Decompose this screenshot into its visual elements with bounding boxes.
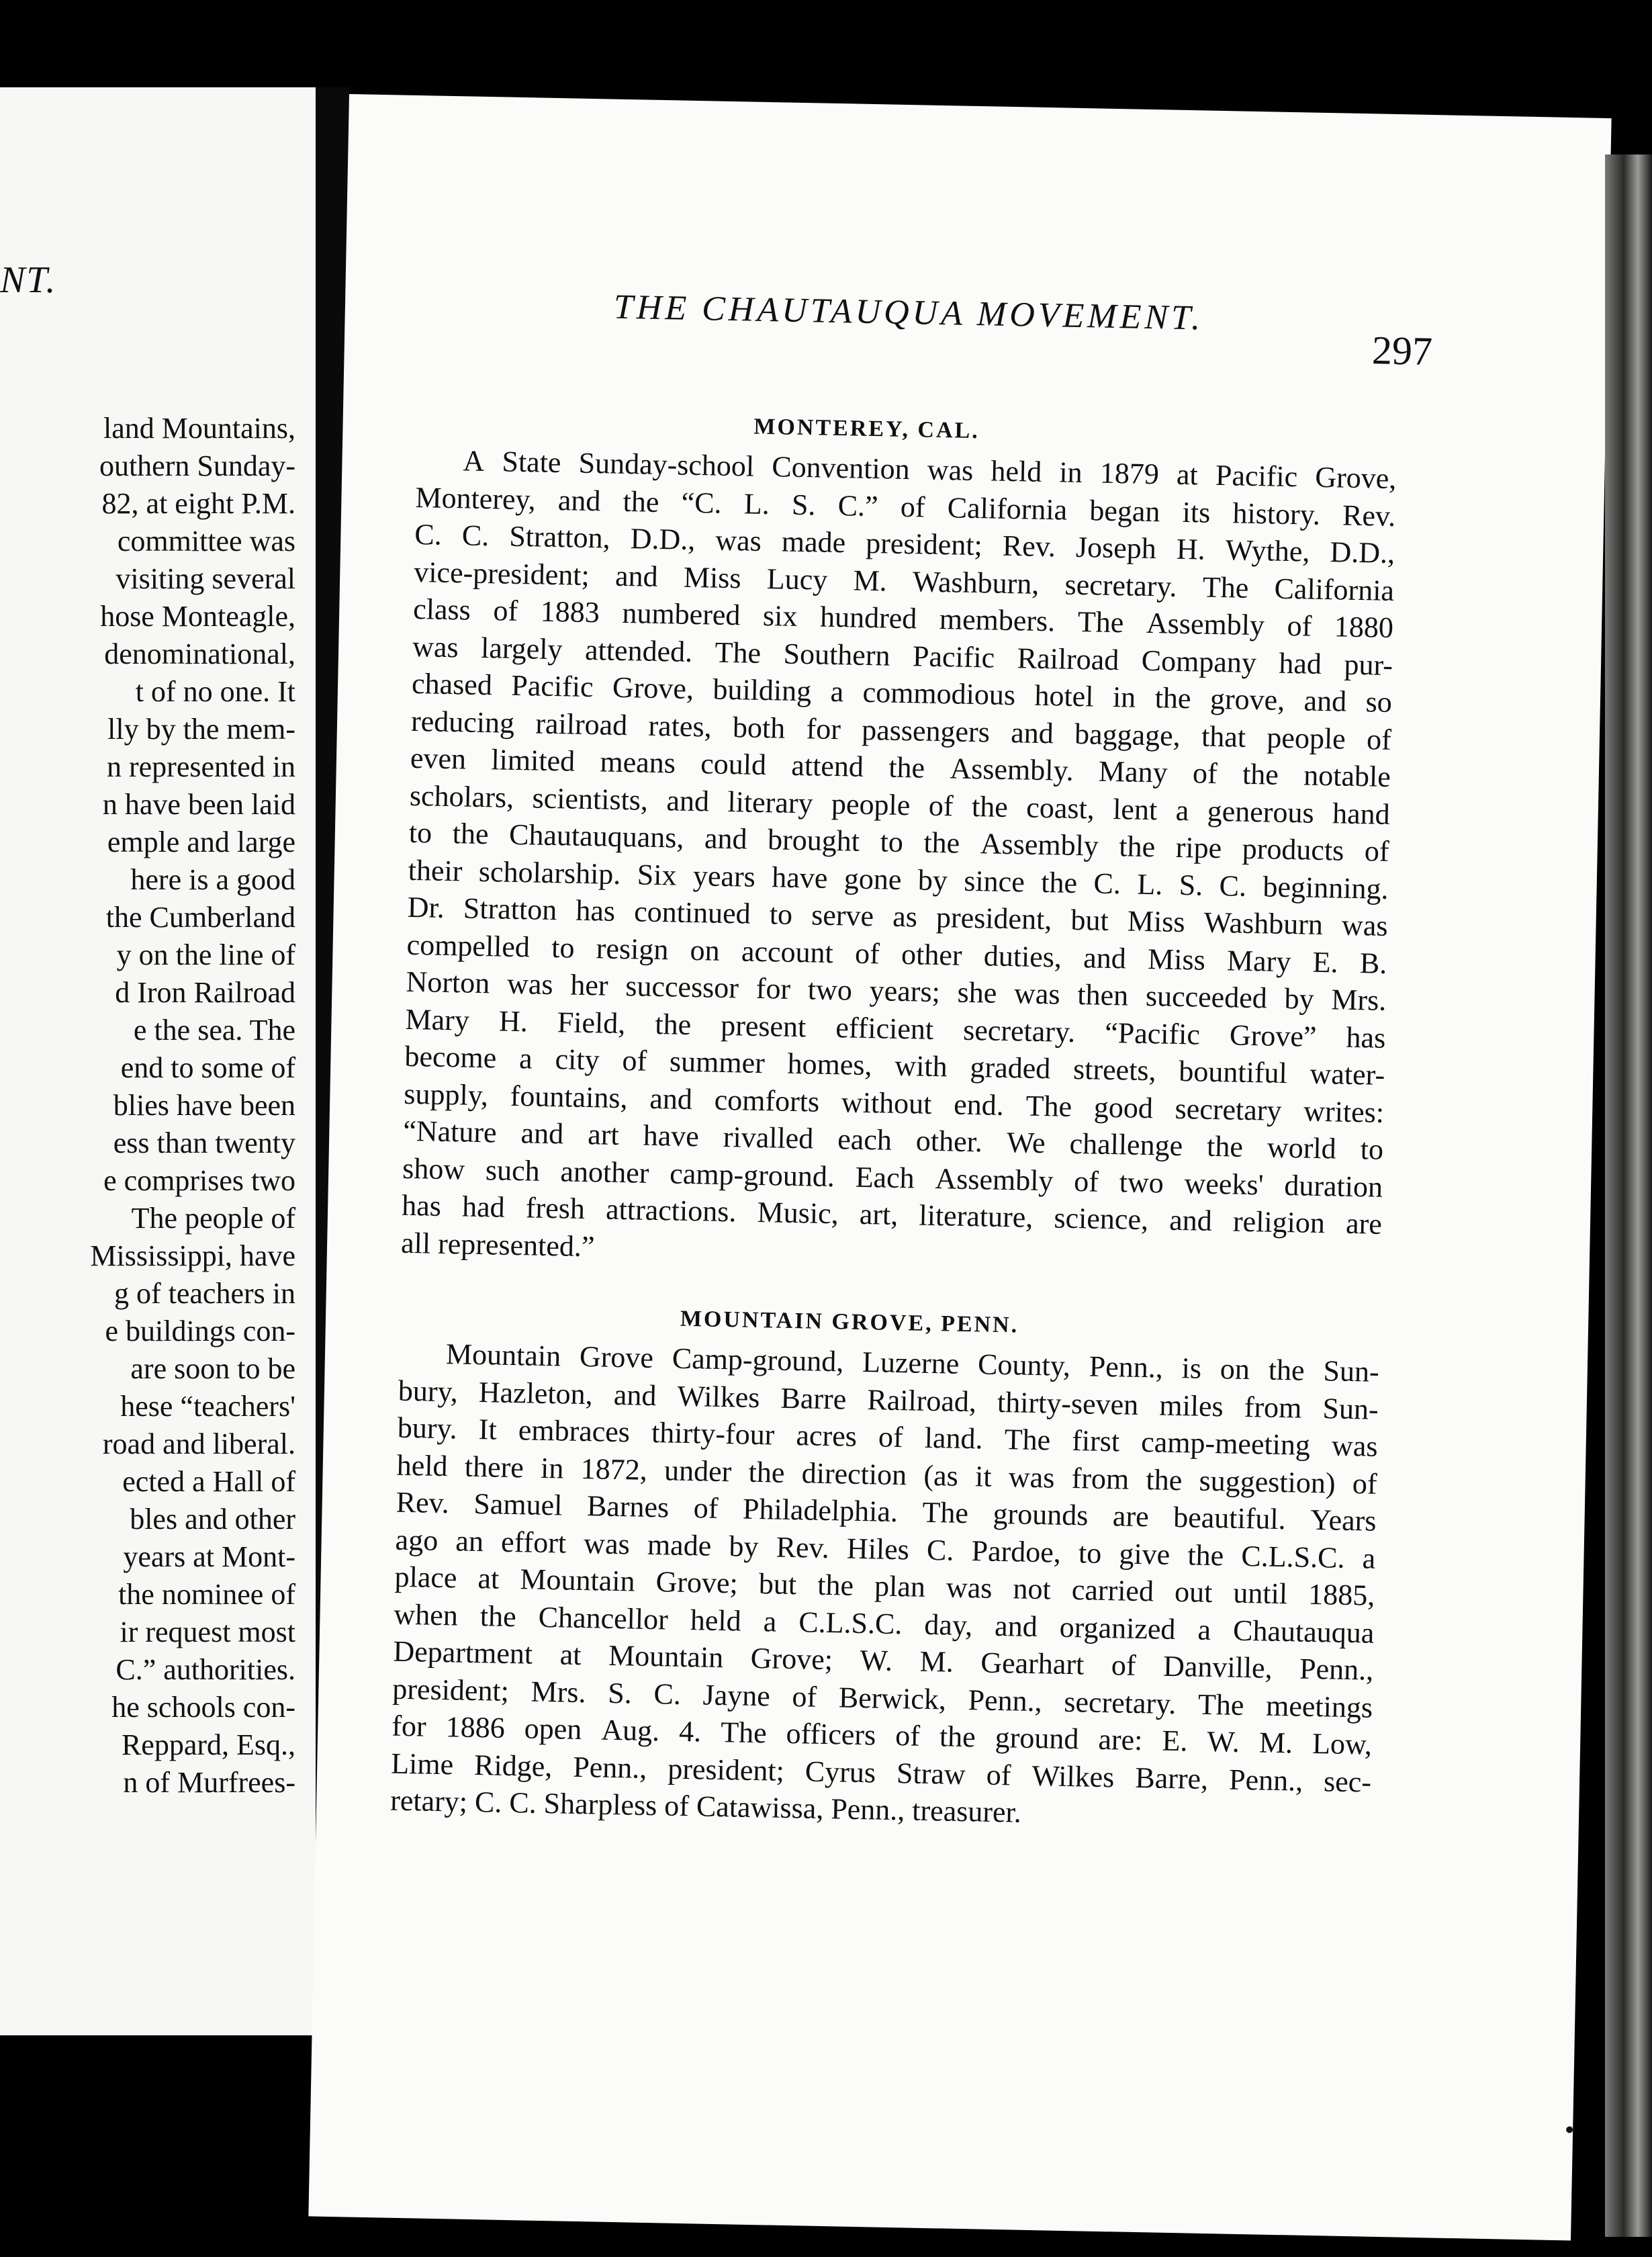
text-line: supply, fountains, and comforts without end. The good secretary writes: [403,1077,1385,1129]
facing-page-line: The people of [131,1202,295,1235]
text-line: A State Sunday-school Convention was held in 1879 at Pacific Grove, [463,444,1397,496]
text-line: show such another camp-ground. Each Assembly of two weeks' duration [402,1151,1383,1204]
facing-page-line: hose Monteagle, [100,600,295,633]
facing-page-line: here is a good [130,863,295,896]
text-line: Department at Mountain Grove; W. M. Gearhart of Danville, Penn., [393,1634,1374,1687]
text-line: Monterey, and the “C. L. S. C.” of California began its history. Rev. [415,480,1396,533]
facing-page-line: n have been laid [102,788,295,821]
facing-page-line: Mississippi, have [90,1239,295,1272]
facing-page-line: 82, at eight P.M. [101,487,295,520]
page [308,94,1611,2241]
text-line: vice-president; and Miss Lucy M. Washburn, secretary. The California [413,555,1395,607]
text-line: their scholarship. Six years have gone by since the C. L. S. C. beginning. [408,853,1389,905]
facing-page-line: hese “teachers' [120,1390,295,1423]
facing-page-line: y on the line of [116,938,295,971]
text-line: chased Pacific Grove, building a commodious hotel in the grove, and so [411,666,1393,719]
text-line: bury, Hazleton, and Wilkes Barre Railroad, thirty-seven miles from Sun- [398,1374,1379,1426]
facing-page-line: land Mountains, [103,412,295,445]
facing-page-line: committee was [117,525,295,558]
facing-page-line: years at Mont- [123,1540,295,1573]
text-line: “Nature and art have rivalled each other. We challenge the world to [402,1114,1384,1166]
text-line: has had fresh attractions. Music, art, literature, science, and religion are [401,1188,1383,1241]
section-heading-monterey: MONTEREY, CAL. [753,414,980,444]
facing-page-line: Reppard, Esq., [121,1728,295,1761]
text-line: retary; C. C. Sharpless of Catawissa, Penn., treasurer. [389,1783,1022,1829]
facing-page [0,87,316,2035]
facing-page-line: the nominee of [118,1578,295,1611]
text-line: Lime Ridge, Penn., president; Cyrus Straw of Wilkes Barre, Penn., sec- [390,1746,1372,1799]
text-line: ago an effort was made by Rev. Hiles C. Pardoe, to give the C.L.S.C. a [395,1523,1376,1575]
facing-page-line: n represented in [107,750,295,783]
text-line: place at Mountain Grove; but the plan was not carried out until 1885, [394,1560,1375,1612]
facing-page-line: e comprises two [103,1164,295,1197]
text-line: even limited means could attend the Assembly. Many of the notable [410,741,1391,793]
section-heading-mountain-grove: MOUNTAIN GROVE, PENN. [680,1306,1019,1338]
facing-page-line: C.” authorities. [116,1653,295,1686]
facing-page-line: outhern Sunday- [99,449,295,482]
facing-page-line: ected a Hall of [122,1465,295,1498]
text-line: president; Mrs. S. C. Jayne of Berwick, Penn., secretary. The meetings [392,1672,1373,1724]
text-line: reducing railroad rates, both for passengers and baggage, that people of [410,704,1392,756]
text-line: Mary H. Field, the present efficient secretary. “Pacific Grove” has [405,1002,1386,1055]
facing-page-line: lly by the mem- [107,713,295,746]
ink-dot [1566,2126,1573,2133]
facing-page-line: emple and large [107,826,295,858]
facing-page-line: ir request most [120,1616,295,1648]
text-line: Norton was her successor for two years; she was then succeeded by Mrs. [406,965,1387,1017]
facing-page-line: ess than twenty [113,1126,295,1159]
text-line: held there in 1872, under the direction (as it was from the suggestion) of [396,1448,1378,1501]
text-line: for 1886 open Aug. 4. The officers of the ground are: E. W. M. Low, [391,1709,1373,1761]
text-line: Dr. Stratton has continued to serve as president, but Miss Washburn was [407,890,1388,942]
facing-page-line: e buildings con- [105,1315,295,1347]
text-line: bury. It embraces thirty-four acres of land. The first camp-meeting was [397,1411,1378,1463]
facing-page-line: road and liberal. [102,1427,295,1460]
page-number: 297 [1371,328,1433,374]
facing-page-line: n of Murfrees- [123,1766,295,1799]
facing-page-line: e the sea. The [133,1014,295,1047]
section-body-mountain-grove [390,1335,1380,1838]
running-head: THE CHAUTAUQUA MOVEMENT. [613,287,1204,338]
facing-page-line: the Cumberland [105,901,295,934]
facing-page-running-head: NT. [0,259,57,301]
text-line: Mountain Grove Camp-ground, Luzerne County, Penn., is on the Sun- [445,1337,1380,1388]
facing-page-line: are soon to be [130,1352,295,1385]
text-line: was largely attended. The Southern Pacific Railroad Company had pur- [412,629,1393,682]
facing-page-line: t of no one. It [135,675,295,708]
facing-page-line: g of teachers in [114,1277,295,1310]
facing-page-text [0,410,295,1802]
text-line: Rev. Samuel Barnes of Philadelphia. The grounds are beautiful. Years [396,1485,1377,1538]
facing-page-line: blies have been [113,1089,295,1122]
facing-page-line: he schools con- [111,1691,295,1724]
facing-page-line: visiting several [116,562,295,595]
text-line: to the Chautauquans, and brought to the Assembly the ripe products of [408,815,1390,868]
section-body-monterey [401,441,1397,1280]
facing-page-line: d Iron Railroad [115,976,295,1009]
text-line: class of 1883 numbered six hundred members. The Assembly of 1880 [412,592,1394,644]
text-line: when the Chancellor held a C.L.S.C. day, and organized a Chautauqua [394,1597,1375,1650]
facing-page-line: end to some of [120,1051,295,1084]
text-line: all represented.” [400,1226,595,1263]
text-line: compelled to resign on account of other duties, and Miss Mary E. B. [406,928,1387,980]
text-line: scholars, scientists, and literary people of the coast, lent a generous hand [409,779,1391,831]
text-line: C. C. Stratton, D.D., was made president; Rev. Joseph H. Wythe, D.D., [414,517,1395,570]
facing-page-line: denominational, [104,637,295,670]
page-edge [1605,154,1652,2237]
facing-page-line: bles and other [130,1503,295,1536]
text-line: become a city of summer homes, with graded streets, bountiful water- [404,1039,1385,1092]
